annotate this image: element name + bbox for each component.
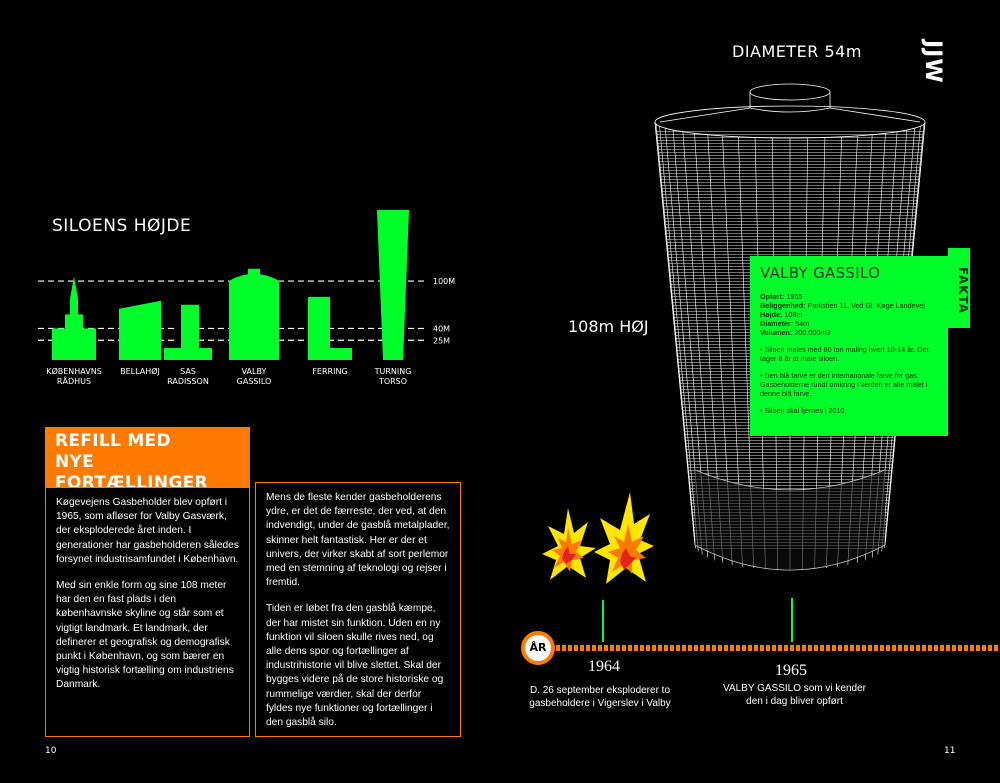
fakta-row: Diameter: 54m (760, 319, 810, 328)
chart-title: SILOENS HØJDE (52, 216, 192, 236)
paragraph: Køgevejens Gasbeholder blev opført i 1965, som afløser for Valby Gasværk, der eksploderede året inden. I generationer har gasbeholderen således forsynet industrisamfundet i København. (56, 497, 239, 565)
fakta-row: Højde: 108m (760, 310, 803, 319)
category-label: RÅDHUS (56, 377, 92, 386)
text-column-1 (45, 487, 250, 737)
logo: JJW (920, 40, 945, 84)
height-chart (0, 0, 500, 410)
fakta-row: Volumen: 200.000m3 (760, 328, 831, 337)
paragraph: Tiden er løbet fra den gasblå kæmpe, der har mistet sin funktion. Uden en ny funktion vil siloen skulle rives ned, og alle dens spor og fortællinger af industrihistorie vil blive slettet. Skal der bygges videre på de store historiske og rummelige værdier, skal der derfor fyldes nye funktioner og fortællinger i den gasblå silo. (266, 603, 444, 729)
category-label: BELLAHØJ (120, 367, 160, 376)
explosion-icon (540, 488, 655, 588)
timeline-year-1964: 1964 (588, 658, 620, 675)
fakta-row: Opført: 1965 (760, 292, 803, 301)
headline-line-2: NYE FORTÆLLINGER (55, 452, 208, 493)
explosion-right (594, 492, 654, 584)
category-label: VALBY (241, 367, 267, 376)
bar (229, 274, 279, 360)
fakta-row: Beliggenhed: Parkstien 11, Ved Gl. Køge Landevej (760, 301, 925, 310)
category-label: TURNING (374, 367, 412, 376)
headline-line-1: REFILL MED (55, 431, 171, 451)
category-label: RADISSON (167, 377, 209, 386)
fakta-bullet: • Den blå farve er den internationale farve for gas. Gasbeholderne rundt omkring i verden er alle malet i denne blå farve. (760, 371, 928, 398)
fakta-box (750, 256, 948, 436)
bar-base (164, 348, 212, 360)
category-label: SAS (180, 367, 196, 376)
year-badge: ÅR (521, 631, 555, 665)
timeline-event-1965: VALBY GASSILO som vi kender den i dag bliver opført (722, 683, 867, 707)
paragraph: Mens de fleste kender gasbeholderens ydre, er det de færreste, der ved, at den indvendigt, under de gasblå metalplader, skinner helt fantastisk. Her er der et univers, der virker skabt af sort perlemor med en stemning af teknologi og rejser i fremtid. (266, 492, 450, 589)
fakta-bullet: • Siloen males med 80 ton maling hvert 10-14 år. Det tager 8 år at male siloen. (760, 345, 929, 363)
text-column-2 (255, 482, 461, 737)
page-number-left: 10 (45, 746, 57, 756)
headline-box (45, 427, 250, 493)
bar (377, 210, 409, 360)
bar (308, 297, 352, 360)
explosion-left (542, 508, 596, 580)
height-label: 108m HØJ (568, 317, 649, 336)
category-label: KØBENHAVNS (46, 367, 102, 376)
bar-tower (65, 314, 83, 328)
fakta-tab: FAKTA (948, 248, 970, 328)
category-label: GASSILO (236, 377, 272, 386)
timeline-year-1965: 1965 (775, 662, 807, 679)
category-label: FERRING (312, 367, 348, 376)
reference-label: 100M (433, 277, 456, 287)
bar-cap (248, 269, 260, 275)
reference-label: 25M (433, 336, 451, 346)
bar (52, 328, 96, 360)
diameter-label: DIAMETER 54m (732, 42, 862, 61)
bar-gap (177, 305, 181, 348)
fakta-bullet: • Siloen skal fjernes i 2010. (760, 406, 847, 415)
bar (119, 301, 161, 360)
timeline-event-1964: D. 26 september eksploderer to gasbeholdere i Vigerslev i Valby (529, 685, 671, 709)
reference-label: 40M (433, 324, 451, 334)
fakta-title: VALBY GASSILO (760, 264, 881, 282)
category-label: TORSO (378, 377, 408, 386)
paragraph: Med sin enkle form og sine 108 meter har den en fast plads i den københavnske skyline og står som et vigtigt landmark. Et landmark, der definerer et geografisk og demografisk punkt i København, og som bærer en vigtig historisk fortælling om industriens Danmark. (56, 580, 234, 691)
page-number-right: 11 (944, 746, 956, 756)
